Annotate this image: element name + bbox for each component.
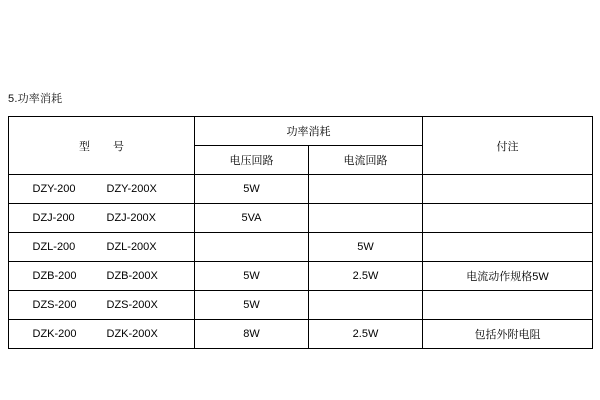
cell-voltage: 5W — [195, 262, 309, 291]
model-code-primary: DZK-200 — [32, 328, 77, 340]
header-current-circuit: 电流回路 — [309, 146, 423, 175]
cell-voltage: 5VA — [195, 204, 309, 233]
cell-model — [9, 262, 195, 291]
model-code-secondary: DZL-200X — [106, 241, 157, 253]
cell-note — [423, 175, 593, 204]
cell-voltage — [195, 233, 309, 262]
model-code-secondary: DZK-200X — [106, 328, 158, 340]
table-head — [9, 117, 593, 175]
header-power-consumption: 功率消耗 — [195, 117, 423, 146]
cell-note: 电流动作规格5W — [423, 262, 593, 291]
header-model: 型 号 — [9, 117, 195, 175]
cell-current — [309, 175, 423, 204]
cell-model — [9, 204, 195, 233]
cell-model — [9, 233, 195, 262]
model-code-secondary: DZY-200X — [106, 183, 157, 195]
cell-model — [9, 175, 195, 204]
cell-model — [9, 320, 195, 349]
model-code-primary: DZB-200 — [32, 270, 77, 282]
model-code-secondary: DZJ-200X — [106, 212, 157, 224]
table-header-row-1 — [9, 117, 593, 146]
header-voltage-circuit: 电压回路 — [195, 146, 309, 175]
model-code-primary: DZL-200 — [32, 241, 76, 253]
cell-note: 包括外附电阻 — [423, 320, 593, 349]
power-consumption-table-wrapper — [8, 116, 592, 349]
model-code-secondary: DZB-200X — [106, 270, 158, 282]
cell-current: 2.5W — [309, 262, 423, 291]
table-row — [9, 233, 593, 262]
cell-model — [9, 291, 195, 320]
cell-current — [309, 204, 423, 233]
cell-voltage: 5W — [195, 175, 309, 204]
cell-voltage: 5W — [195, 291, 309, 320]
cell-current — [309, 291, 423, 320]
table-row — [9, 320, 593, 349]
cell-note — [423, 233, 593, 262]
model-code-primary: DZY-200 — [32, 183, 76, 195]
cell-note — [423, 204, 593, 233]
table-row — [9, 291, 593, 320]
table-body — [9, 175, 593, 349]
model-code-secondary: DZS-200X — [106, 299, 158, 311]
table-row — [9, 204, 593, 233]
cell-note — [423, 291, 593, 320]
cell-voltage: 8W — [195, 320, 309, 349]
model-code-primary: DZS-200 — [32, 299, 77, 311]
cell-current: 2.5W — [309, 320, 423, 349]
table-row — [9, 262, 593, 291]
section-title: 5.功率消耗 — [8, 93, 63, 105]
power-consumption-table — [8, 116, 593, 349]
header-note: 付注 — [423, 117, 593, 175]
model-code-primary: DZJ-200 — [32, 212, 75, 224]
cell-current: 5W — [309, 233, 423, 262]
table-row — [9, 175, 593, 204]
